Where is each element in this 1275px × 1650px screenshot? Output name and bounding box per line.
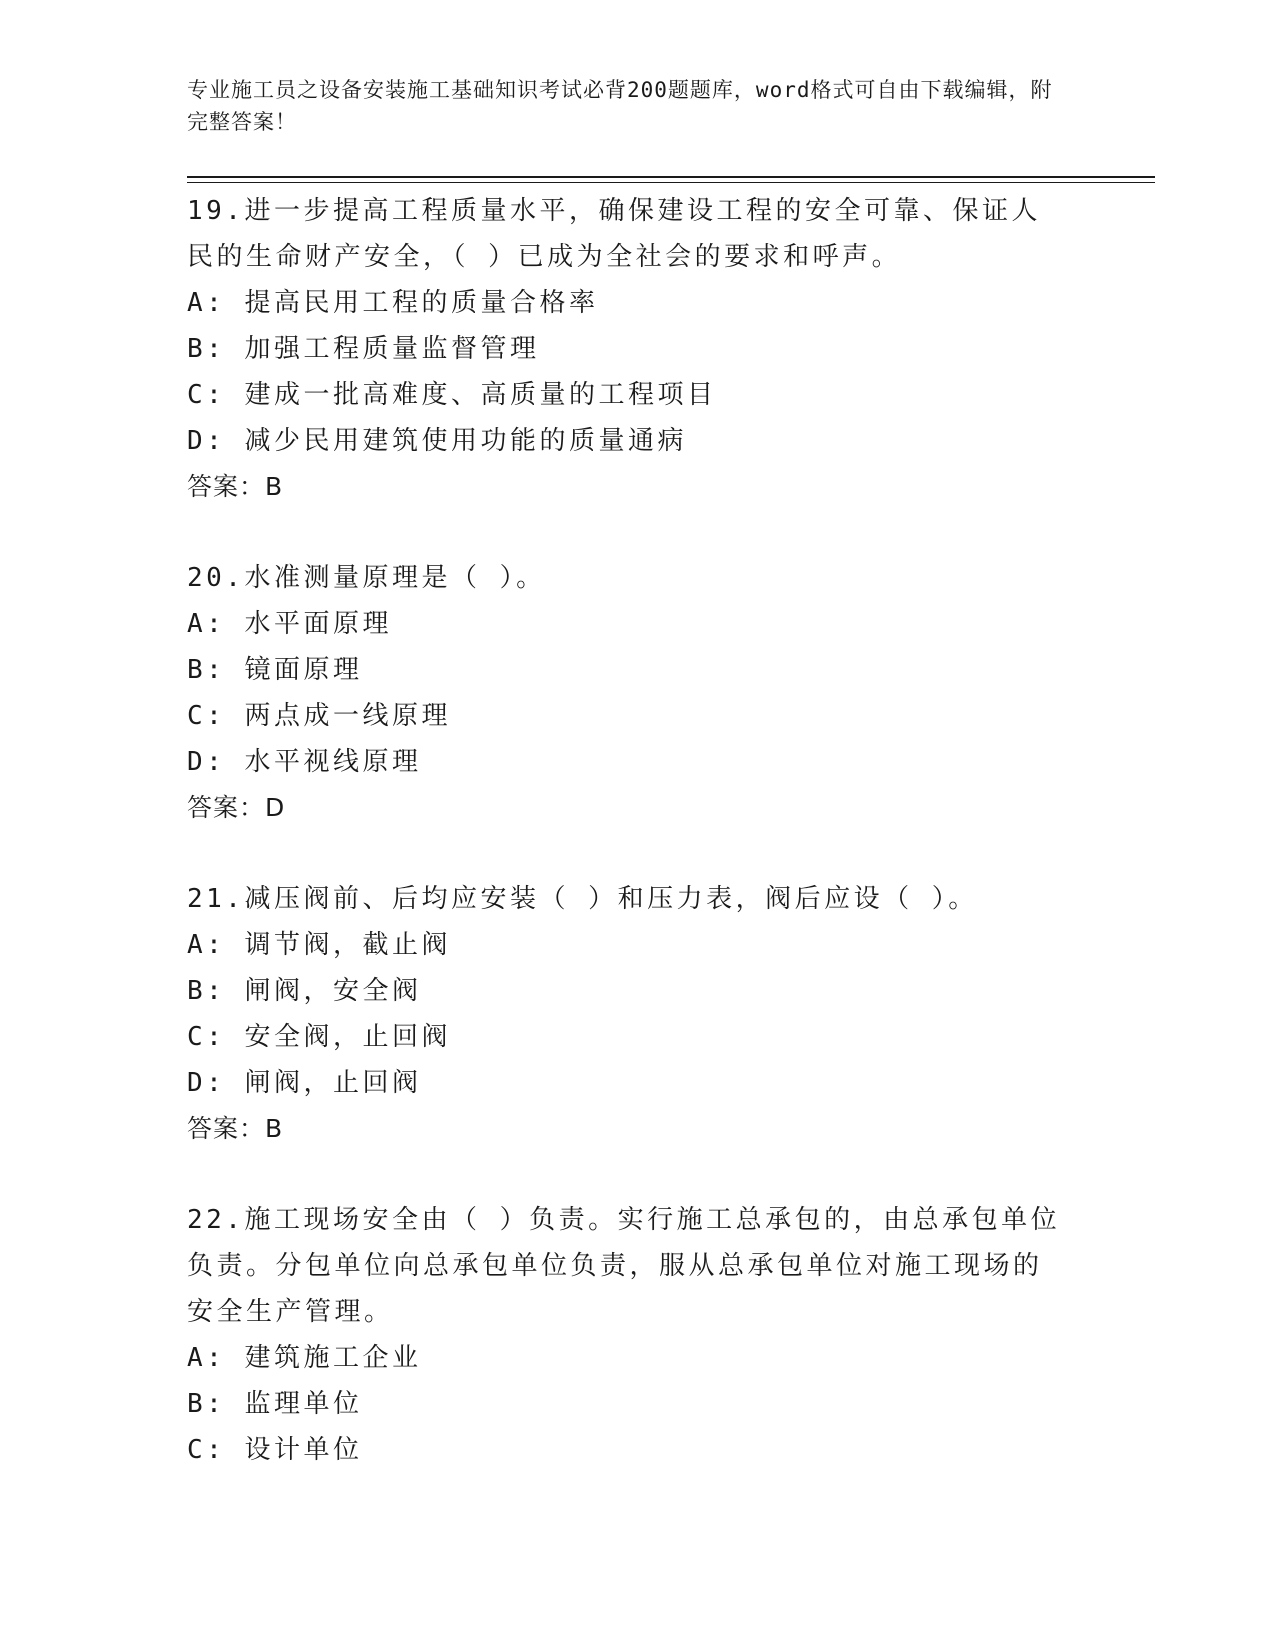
option-d: D: 减少民用建筑使用功能的质量通病 xyxy=(187,426,687,456)
answer-key: 答案：D xyxy=(187,793,286,822)
option-b: B: 加强工程质量监督管理 xyxy=(187,334,540,364)
document-header: 专业施工员之设备安装施工基础知识考试必背200题题库，word格式可自由下载编辑，附完整答案！ xyxy=(187,78,1053,134)
question-stem: 21.减压阀前、后均应安装（ ）和压力表，阀后应设（ ）。 xyxy=(187,884,978,914)
question-19 xyxy=(187,188,1087,510)
option-c: C: 建成一批高难度、高质量的工程项目 xyxy=(187,380,717,410)
option-a: A: 提高民用工程的质量合格率 xyxy=(187,288,599,318)
question-22 xyxy=(187,1197,1087,1473)
option-a: A: 建筑施工企业 xyxy=(187,1343,422,1373)
question-list xyxy=(187,188,1087,1473)
option-d: D: 水平视线原理 xyxy=(187,747,422,777)
option-c: C: 安全阀，止回阀 xyxy=(187,1022,451,1052)
question-21 xyxy=(187,876,1087,1152)
header-divider-thin xyxy=(187,182,1155,183)
question-stem: 20.水准测量原理是（ ）。 xyxy=(187,563,546,593)
option-b: B: 监理单位 xyxy=(187,1389,363,1419)
answer-key: 答案：B xyxy=(187,472,284,501)
option-a: A: 调节阀，截止阀 xyxy=(187,930,451,960)
answer-key: 答案：B xyxy=(187,1114,284,1143)
option-a: A: 水平面原理 xyxy=(187,609,392,639)
option-b: B: 闸阀，安全阀 xyxy=(187,976,422,1006)
option-d: D: 闸阀，止回阀 xyxy=(187,1068,422,1098)
question-20 xyxy=(187,555,1087,831)
option-c: C: 设计单位 xyxy=(187,1435,363,1465)
option-c: C: 两点成一线原理 xyxy=(187,701,451,731)
header-divider xyxy=(187,176,1155,178)
question-stem: 19.进一步提高工程质量水平，确保建设工程的安全可靠、保证人民的生命财产安全，（ ）已成为全社会的要求和呼声。 xyxy=(187,196,1041,272)
option-b: B: 镜面原理 xyxy=(187,655,363,685)
question-stem: 22.施工现场安全由（ ）负责。实行施工总承包的，由总承包单位负责。分包单位向总承包单位负责，服从总承包单位对施工现场的安全生产管理。 xyxy=(187,1205,1061,1327)
